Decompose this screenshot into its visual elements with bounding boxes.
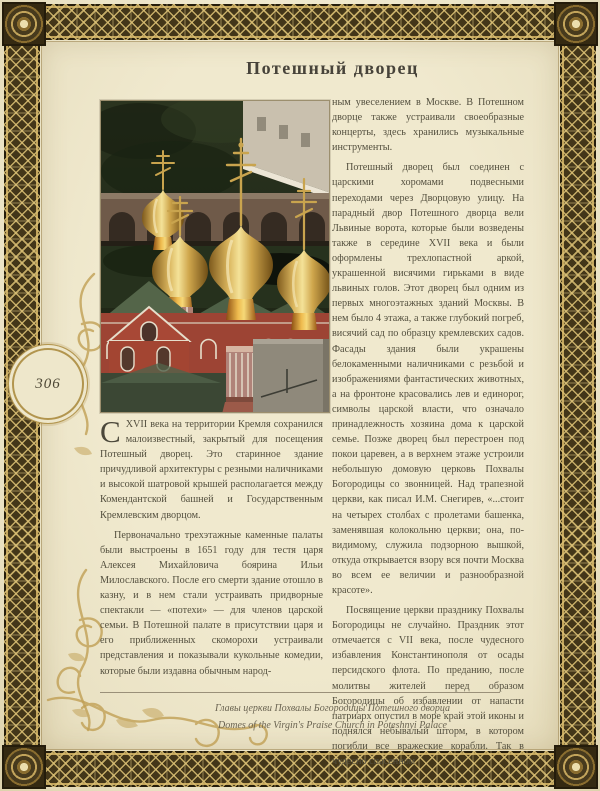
caption-divider-line [100, 692, 500, 693]
border-corner-rosette [2, 745, 46, 789]
paragraph: Посвящение церкви празднику Похвалы Богородицы не случайно. Праздник этот отмечается с VII века, после чудесного избавления Константинополя от осады персидского флота. По преданию, после молитвы жителей перед образом Богородицы об избавлении от напасти патриарх опустил в море край этой иконы и поднялся небывалый шторм, в котором погибли все вражеские корабли. Так в чудесно спасенном [332, 605, 524, 768]
caption-russian: Главы церкви Похвалы Богородицы Потешного дворца [214, 703, 450, 714]
page-title: Потешный дворец [246, 58, 419, 78]
paragraph-with-dropcap [100, 414, 323, 523]
palace-photo [100, 100, 330, 413]
text-column-left [100, 414, 323, 679]
border-top [4, 4, 596, 40]
border-right [560, 4, 596, 787]
drop-cap: С [100, 414, 121, 449]
border-corner-rosette [554, 2, 598, 46]
paragraph-text: XVII века на территории Кремля сохранился малоизвестный, закрытый для посещения Потешный дворец. Это старинное здание причудливой архитектуры с резными наличниками и высокой шатровой крышей располагается между Комендантской башней и Государственным Кремлевским дворцом. [100, 419, 323, 521]
paragraph: Потешный дворец был соединен с царскими хоромами подвесными переходами через Дворцовую улицу. На парадный двор Потешного дворца вели Львиные ворота, которые были возведены также в середине XVII века и были оформлены трехлопастной аркой, украшенной висячими гирьками в виде львиных голов. Этот дворец был одним из первых многоэтажных зданий Москвы. В нем было 4 этажа, а также глубокий погреб, висячий сад по образцу кремлевских садов. Фасады здания были украшены белокаменными наличниками с резьбой и изображениями фантастических животных, а на фронтоне красовались лев и единорог, символы царской власти, что означало принадлежность хозяина дома к царской семье. Позже дворец был перестроен под покои царевен, а в верхнем этаже устроили небольшую домовую церковь Похвалы Богородицы со звонницей. Над трапезной церкви, как писал И.М. Снегирев, «...стоит на четырех столбах с пролетами башенка, заменявшая колокольню церкви; она, по-видимому, служила подзорною вышкой, откуда открывается взору вся почти Москва во всем ее величии и разнообразной красоте». [332, 162, 524, 596]
photo-caption [145, 700, 520, 734]
page-content [40, 40, 560, 768]
paragraph: Первоначально трехэтажные каменные палаты были выстроены в 1651 году для тестя царя Алексея Михайловича боярина Ильи Милославского. После его смерти здание отошло в казну, и в нем стали устраивать придворные спектакли — «потехи» — для членов царской семьи. В Потешной палате в присутствии царя и его приближенных скоморохи устраивали представления и показывали кукольные комедии, которые были издавна обычным народ- [100, 529, 323, 677]
paragraph: ным увеселением в Москве. В Потешном дворце также устраивали своеобразные концерты, здесь хранились музыкальные инструменты. [332, 97, 524, 154]
caption-english: Domes of the Virgin's Praise Church in Poteshnyi Palace [218, 720, 447, 731]
border-corner-rosette [554, 745, 598, 789]
text-column-right [332, 95, 524, 769]
page-number-medallion [8, 344, 88, 424]
page-number: 306 [35, 375, 61, 392]
domes-illustration [101, 101, 330, 413]
